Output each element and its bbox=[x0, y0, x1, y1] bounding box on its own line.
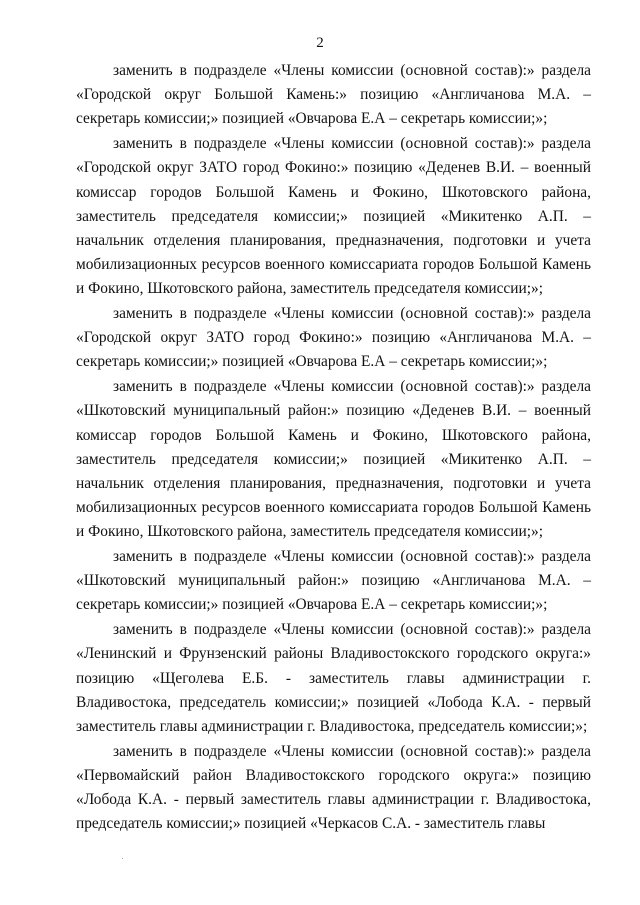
amendment-paragraph-4: заменить в подразделе «Члены комиссии (основной состав):» раздела «Шкотовский муниципальный район:» позицию «Деденев В.И. – военный комиссар городов Большой Камень и Фокино, Шкотовского района, заместитель председателя комиссии;» позицией «Микитенко А.П. – начальник отделения планирования, предназначения, подготовки и учета мобилизационных ресурсов военного комиссариата городов Большой Камень и Фокино, Шкотовского района, заместитель председателя комиссии;»; bbox=[76, 378, 591, 541]
amendment-paragraph-2: заменить в подразделе «Члены комиссии (основной состав):» раздела «Городской округ ЗАТО город Фокино:» позицию «Деденев В.И. – военный комиссар городов Большой Камень и Фокино, Шкотовского района, заместитель председателя комиссии;» позицией «Микитенко А.П. – начальник отделения планирования, предназначения, подготовки и учета мобилизационных ресурсов военного комиссариата городов Большой Камень и Фокино, Шкотовского района, заместитель председателя комиссии;»; bbox=[76, 135, 591, 298]
amendment-paragraph-6: заменить в подразделе «Члены комиссии (основной состав):» раздела «Ленинский и Фрунзенский районы Владивостокского городского округа:» позицию «Щеголева Е.Б. - заместитель главы администрации г. Владивостока, председатель комиссии;» позицией «Лобода К.А. - первый заместитель главы администрации г. Владивостока, председатель комиссии;»; bbox=[76, 621, 591, 735]
page-number: 2 bbox=[316, 35, 324, 51]
amendment-paragraph-7: заменить в подразделе «Члены комиссии (основной состав):» раздела «Первомайский район Владивостокского городского округа:» позицию «Лобода К.А. - первый заместитель главы администрации г. Владивостока, председатель комиссии;» позицией «Черкасов С.А. - заместитель главы bbox=[76, 742, 591, 833]
amendment-paragraph-1: заменить в подразделе «Члены комиссии (основной состав):» раздела «Городской округ Большой Камень:» позицию «Англичанова М.А. – секретарь комиссии;» позицией «Овчарова Е.А – секретарь комиссии;»; bbox=[76, 62, 591, 128]
amendment-paragraph-5: заменить в подразделе «Члены комиссии (основной состав):» раздела «Шкотовский муниципальный район:» позицию «Англичанова М.А. – секретарь комиссии;» позицией «Овчарова Е.А – секретарь комиссии;»; bbox=[76, 548, 591, 614]
amendment-paragraph-3: заменить в подразделе «Члены комиссии (основной состав):» раздела «Городской округ ЗАТО город Фокино:» позицию «Англичанова М.А. – секретарь комиссии;» позицией «Овчарова Е.А – секретарь комиссии;»; bbox=[76, 305, 591, 371]
document-body bbox=[76, 59, 591, 837]
scan-artifact-dot bbox=[122, 858, 123, 859]
